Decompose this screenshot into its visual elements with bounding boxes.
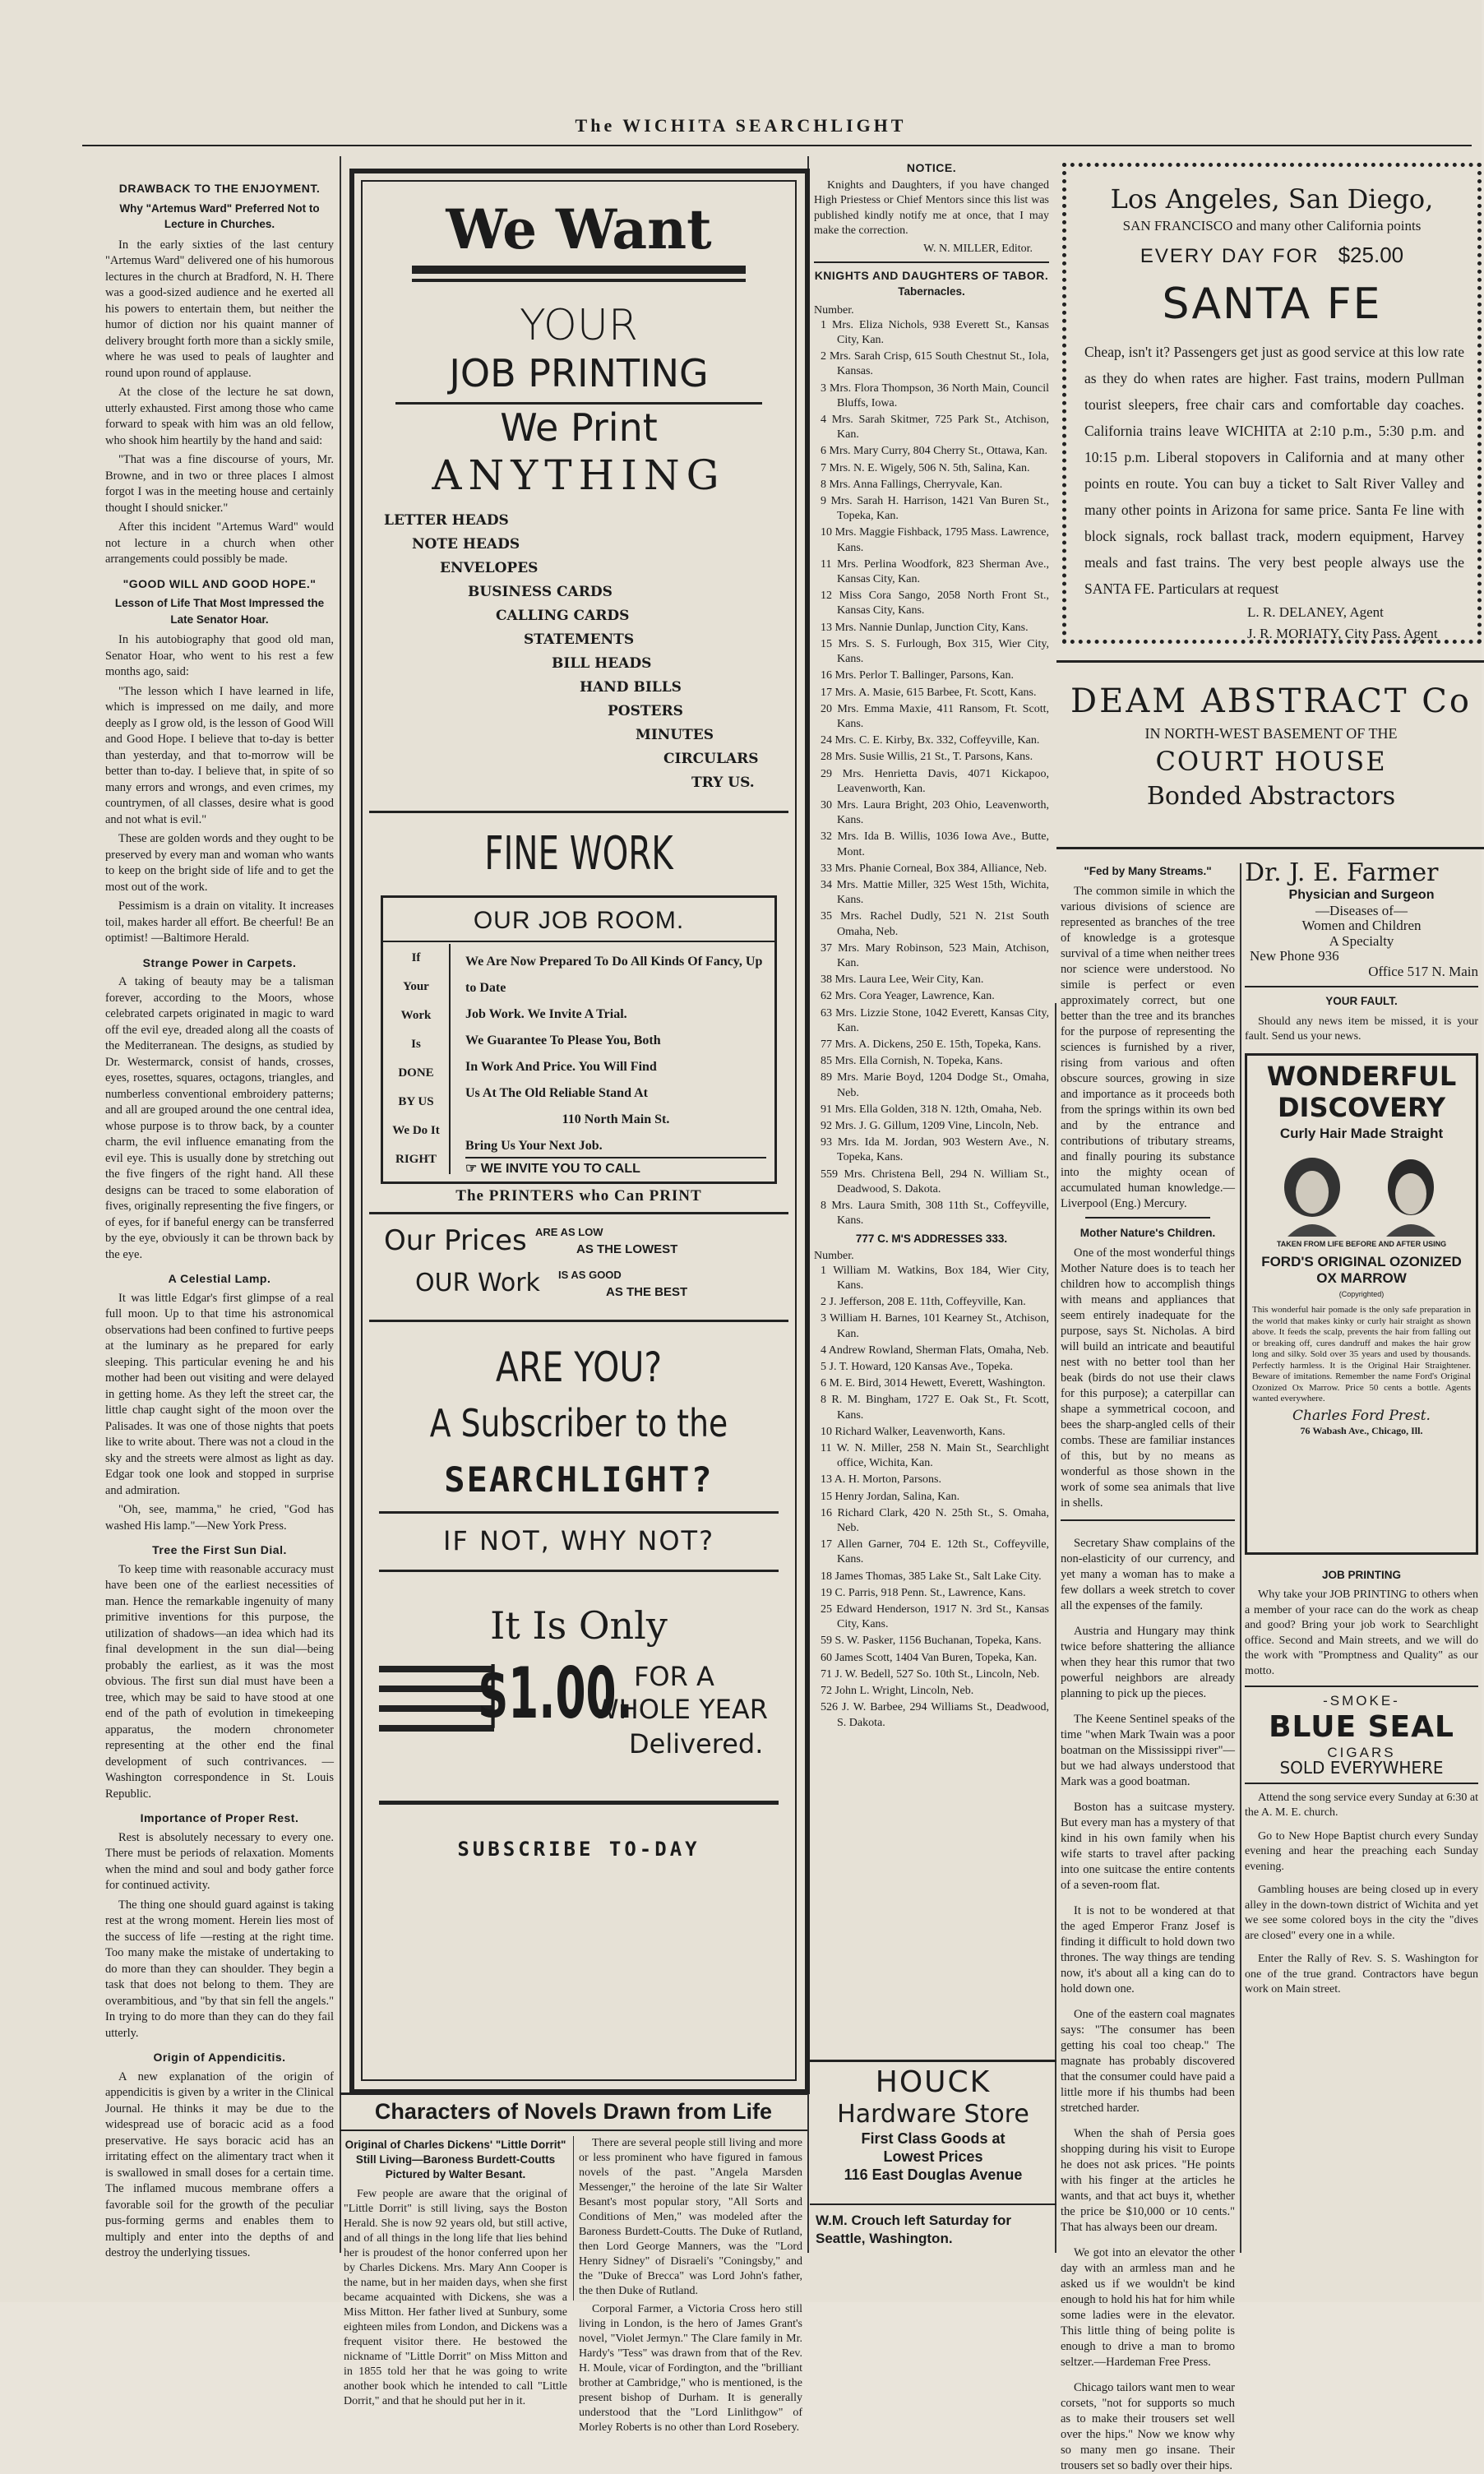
divider (379, 1511, 779, 1514)
cm-entry: 1 William M. Watkins, Box 184, Wier City, Kans. (821, 1264, 1049, 1292)
price-bar (379, 1705, 494, 1712)
ad-inner-border (361, 180, 797, 2081)
divider (1056, 660, 1484, 663)
tabernacle-entry: 1 Mrs. Eliza Nichols, 938 Everett St., Kansas City, Kan. (821, 318, 1049, 347)
work-tail-2: AS THE BEST (606, 1285, 688, 1299)
cm-entry: 19 C. Parris, 918 Penn. St., Lawrence, Kans. (821, 1586, 1026, 1599)
job-room-line: Bring Us Your Next Job. (465, 1139, 603, 1153)
cm-entry: 4 Andrew Rowland, Sherman Flats, Omaha, Neb. (821, 1343, 1049, 1357)
price-bar (379, 1725, 494, 1732)
tabernacle-entry: 6 Mrs. Mary Curry, 804 Cherry St., Ottawa, Kan. (821, 445, 1047, 458)
cm-list (814, 1264, 1049, 1731)
characters-headline: Characters of Novels Drawn from Life (374, 2099, 773, 2124)
cm-entry: 18 James Thomas, 385 Lake St., Salt Lake City. (821, 1570, 1042, 1583)
tabernacle-entry: 4 Mrs. Sarah Skitmer, 725 Park St., Atchison, Kan. (821, 414, 1049, 442)
cm-entry: 72 John L. Wright, Lincoln, Neb. (821, 1685, 974, 1698)
if-not-heading: IF NOT, WHY NOT? (442, 1525, 715, 1556)
tabernacle-entry: 10 Mrs. Maggie Fishback, 1795 Mass. Lawrence, Kans. (821, 526, 1049, 554)
number-label: Number. (814, 303, 854, 317)
tabernacle-entry: 77 Mrs. A. Dickens, 250 E. 15th, Topeka, Kans. (821, 1038, 1042, 1051)
fords-heading: FORD'S ORIGINAL OZONIZED OX MARROW (1261, 1253, 1462, 1286)
cm-entry: 10 Richard Walker, Leavenworth, Kans. (821, 1425, 1006, 1438)
mother-heading: Mother Nature's Children. (1079, 1227, 1216, 1239)
notice-heading: NOTICE. (906, 161, 957, 174)
tabernacle-entry: 91 Mrs. Ella Golden, 318 N. 12th, Omaha, Neb. (821, 1103, 1042, 1116)
print-item: NOTE HEADS (412, 536, 520, 553)
heading-bar (412, 266, 746, 274)
article-paragraph: "The lesson which I have learned in life, which is impressed on me daily, and more deeply as I grow old, is the lesson of Good Will and Good Hope. I believe that to-day is better than yesterday, and that to-morrow will be better than to-day. I believe that, in spite of so many errors and wrongs, and even crimes, my countrymen, of all classes, desire what is good and not what is evil." (105, 684, 334, 826)
editorial-items (1061, 1536, 1235, 2474)
article-headline: Strange Power in Carpets. (142, 955, 297, 969)
editorial-item: The Keene Sentinel speaks of the time "when Mark Twain was a poor boatman on the Mississippi river"—but we had always understood that Mark was a good boatman. (1061, 1713, 1235, 1788)
local-item: Gambling houses are being closed up in every alley in the down-town district of Wichita and yet we see some colored boys in the city the "dives are closed" every one in a while. (1245, 1884, 1478, 1942)
divider (383, 941, 774, 942)
editorial-item: Boston has a suitcase mystery. But every man has a mystery of that kind in his own family when his wife starts to travel after packing into one suitcase the entire contents of a seven-room flat. (1061, 1801, 1235, 1892)
job-printing-heading: JOB PRINTING (449, 351, 709, 395)
notice-signature: W. N. MILLER, Editor. (923, 243, 1033, 256)
houck-sub: Hardware Store (837, 2100, 1029, 2129)
column-rule (573, 2136, 574, 2301)
tabernacle-entry: 89 Mrs. Marie Boyd, 1204 Dodge St., Omaha, Neb. (821, 1071, 1049, 1099)
column-1 (105, 173, 334, 2259)
side-word: BY US (398, 1095, 434, 1108)
deam-bonded: Bonded Abstractors (1146, 782, 1396, 811)
tabernacle-entry: 29 Mrs. Henrietta Davis, 4071 Kickapoo, Leavenworth, Kan. (821, 767, 1049, 795)
divider (1245, 1686, 1478, 1687)
houck-name: HOUCK (875, 2065, 992, 2099)
discovery-heading: DISCOVERY (1277, 1091, 1446, 1123)
tabernacle-entry: 20 Mrs. Emma Maxie, 411 Ransom, Ft. Scott, Kans. (821, 702, 1049, 730)
print-item: STATEMENTS (524, 631, 635, 648)
characters-paragraph: Few people are aware that the original of "Little Dorrit" is still living, says the Boston Herald. She is now 92 years old, but still active, and of all things in the long life that lies behind her is proudest of the honor conferred upon her by Charles Dickens. Mrs. Mary Ann Cooper is the name, but in her maiden days, when she first became acquainted with Dickens, she was a Miss Mitton. Her father lived at Sunbury, some eighteen miles from London, and Dickens was a frequent visitor there. He bestowed the nickname of "Little Dorrit" on Miss Mitton and in 1855 told her that he was going to write another book which he intended to call "Little Dorrit," and that he should put her in it. (344, 2188, 567, 2407)
characters-paragraph: Corporal Farmer, a Victoria Cross hero still living in London, is the hero of James Grant's novel, "Violet Jermyn." The Clare family in Mr. Hardy's "Tess" was drawn from that of the Rev. H. Moule, vicar of Fordington, and the "brilliant brother at Cambridge," who is mentioned, is the present bishop of Durham. It is generally understood that the "Lord Linlithgow" of Morley Roberts is no other than Lord Rosebery. (579, 2303, 802, 2434)
job-room-line: Job Work. We Invite A Trial. (465, 1007, 627, 1021)
cm-entry: 25 Edward Henderson, 1917 N. 3rd St., Kansas City, Kans. (821, 1603, 1049, 1631)
article-paragraph: At the close of the lecture he sat down, utterly exhausted. First among those who came forward to speak with him was an old fellow, who shook him heartily by the hand and said: (105, 386, 334, 447)
price-amount: $1.00. (478, 1653, 633, 1735)
santa-fe-la: Los Angeles, San Diego, (1110, 183, 1434, 215)
editorial-item: It is not to be wondered at that the aged Emperor Franz Josef is finding it difficult to hold down two thrones. The way things are tending now, it's about all a king can do to hold down one. (1061, 1904, 1235, 1995)
divider (369, 1212, 788, 1214)
tabernacle-entry: 93 Mrs. Ida M. Jordan, 903 Western Ave., N. Topeka, Kans. (821, 1136, 1049, 1164)
local-item: Enter the Rally of Rev. S. S. Washington for one of the true grand. Contractors have begun work on Main street. (1245, 1953, 1478, 1995)
our-prices: Our Prices (384, 1224, 527, 1257)
divider (1056, 847, 1484, 849)
prices-tail-1: ARE AS LOW (535, 1226, 603, 1238)
article-paragraph: Rest is absolutely necessary to every one. There must be periods of relaxation. Moments when the mind and soul and body gather force for continued activity. (105, 1830, 334, 1892)
column-3 (814, 160, 1049, 2019)
editorial-item: Chicago tailors want men to wear corsets, "not for supports so much as to make their trousers set well over the hips." Now we know why so many men go insane. Their trousers set so badly over their hips. (1061, 2381, 1235, 2472)
divider (379, 1801, 779, 1805)
cm-entry: 2 J. Jefferson, 208 E. 11th, Coffeyville, Kan. (821, 1296, 1026, 1309)
dr-line: A Specialty (1329, 932, 1394, 949)
characters-paragraph: There are several people still living and more or less prominent who have figured in famous novels of the past. "Angela Marsden Messenger," the heroine of the late Sir Walter Besant's most popular story, "All Sorts and Conditions of Men," was modeled after the Baroness Burdett-Coutts. The Duke of Rutland, then Lord George Manners, was the "Lord Henry Sidney" of Disraeli's "Coningsby," and the "Duke of Brecca" was Lord John's father, the then Duke of Rutland. (579, 2137, 802, 2297)
tabernacle-entry: 38 Mrs. Laura Lee, Weir City, Kan. (821, 973, 984, 987)
tabernacle-entry: 63 Mrs. Lizzie Stone, 1042 Everett, Kansas City, Kan. (821, 1006, 1049, 1034)
job-room-line: 110 North Main St. (562, 1112, 670, 1126)
article-paragraph: It was little Edgar's first glimpse of a real full moon. Up to that time his astronomical observations had been confined to furtive peeps at the luminary as he prepared for early sleeping. This particular evening he and his mother had been out visiting and were delayed in getting home. As they left the street car, the little chap caught sight of the moon over the Palisades. It was one of those nights that poets like to write about. There was not a cloud in the sky and the streets were almost as light as day. Edgar took one look and stopped in surprise and admiration. (105, 1291, 334, 1497)
job-room-box (381, 895, 777, 1184)
deam-ad (1061, 682, 1482, 811)
article-paragraph: In his autobiography that good old man, Senator Hoar, who went to his rest a few months ago, said: (105, 633, 334, 678)
print-item: BILL HEADS (552, 655, 652, 672)
editorial-item: One of the eastern coal magnates says: "The consumer has been getting his coal too cheap." The magnate has probably discovered that the consumer could have paid a little more if his thumbs had been stretched harder. (1061, 2008, 1235, 2115)
print-item: POSTERS (608, 703, 683, 719)
tabernacle-entry: 85 Mrs. Ella Cornish, N. Topeka, Kans. (821, 1055, 1003, 1068)
divider (1245, 1783, 1478, 1784)
divider (1085, 1217, 1210, 1219)
article-paragraph: A taking of beauty may be a talisman forever, according to the Moors, whose celebrated carpets originated in magic to ward off the evil eye, dreaded along all the coasts of the Mediterranean. The designs, as studied by Dr. Westermarck, consist of hands, crosses, eyes, rosettes, squares, octagons, triangles, and numberless conventional embroidery patterns; and all are grouped around the one central idea, whose purpose is to throw back, by a counter charm, the evil influence emanating from the evil eye. This is usually done by stretching out the five fingers of the right hand. All these designs can be traced to some elaboration of fives, originally representing the five fingers, or of eyes, for if baneful energy can be transferred by the eye, obviously it can be thrown back by the eye. (105, 975, 334, 1261)
jp-heading: JOB PRINTING (1321, 1568, 1401, 1581)
dr-line: Women and Children (1301, 918, 1422, 933)
article-headline: Origin of Appendicitis. (153, 2051, 286, 2064)
deam-name: DEAM ABSTRACT Co (1070, 682, 1472, 720)
santa-fe-agent: L. R. DELANEY, Agent (1247, 604, 1384, 620)
for-a: FOR A (634, 1661, 714, 1692)
santa-fe-every-day (1066, 243, 1477, 268)
local-item: Attend the song service every Sunday at 6:30 at the A. M. E. church. (1245, 1791, 1478, 1819)
job-room-line: We Guarantee To Please You, Both (465, 1034, 661, 1047)
divider (1245, 986, 1478, 987)
delivered: Delivered. (629, 1728, 764, 1760)
number-label: Number. (814, 1249, 854, 1262)
cm-entry: 8 R. M. Bingham, 1727 E. Oak St., Ft. Scott, Kans. (821, 1394, 1049, 1422)
side-word: We Do It (392, 1124, 440, 1137)
print-items-list (363, 508, 795, 796)
characters-right (579, 2136, 802, 2434)
print-item: TRY US. (691, 775, 755, 791)
houck-ad (810, 2065, 1056, 2184)
tabernacle-entry: 9 Mrs. Sarah H. Harrison, 1421 Van Buren St., Topeka, Kan. (821, 495, 1049, 523)
santa-fe-title: SANTA FE (1162, 280, 1382, 329)
cm-entry: 15 Henry Jordan, Salina, Kan. (821, 1490, 960, 1503)
job-printing-ad (349, 169, 810, 2094)
santa-fe-body: Cheap, isn't it? Passengers get just as good service at this low rate as they do when rates are higher. Fast trains, modern Pullman tourist sleepers, free chair cars and comfortable day coaches. California trains leave WICHITA at 2:10 p.m., 5:30 p.m. and 10:15 p.m. Liberal stopovers in California and at many other points en route. You can buy a ticket to Salt River Valley and many other points in Arizona for same price. Santa Fe line with block signals, rock ballast track, modern equipment, Harvey meals and fast trains. The very best people always use the SANTA FE. Particulars at request (1084, 344, 1464, 597)
article-paragraph: "That was a fine discourse of yours, Mr. Browne, and in two or three places I almost forgot I was in the meeting house and certainly thought I should snicker." (105, 453, 334, 515)
whole-year: WHOLE YEAR (593, 1694, 768, 1725)
cm-entry: 16 Richard Clark, 420 N. 25th St., S. Omaha, Neb. (821, 1506, 1049, 1535)
article-subhead: Why "Artemus Ward" Preferred Not to Lecture in Churches. (119, 201, 320, 230)
tabernacle-entry: 35 Mrs. Rachel Dudly, 521 N. 21st South Omaha, Neb. (821, 910, 1049, 938)
tabernacle-entry: 15 Mrs. S. S. Furlough, Box 315, Wier City, Kans. (821, 637, 1049, 666)
price-block (363, 1653, 795, 1781)
cm-heading: 777 C. M'S ADDRESSES 333. (855, 1232, 1008, 1246)
masthead-rule (82, 145, 1472, 146)
searchlight-heading: SEARCHLIGHT? (444, 1459, 714, 1500)
job-room-line: In Work And Price. You Will Find (465, 1060, 657, 1074)
subscriber-heading: A Subscriber to the (429, 1401, 728, 1445)
article-paragraph: In the early sixties of the last century "Artemus Ward" delivered one of his humorous lectures in the church at Bradford, N. H. There was a good-sized audience and he exerted all his powers to entertain them, but neither the humor of diction nor his quaint manner of delivery brought forth more than a sickly smile, where he was used to peals of laughter and round upon round of applause. (105, 238, 334, 380)
dr-line: —Diseases of— (1315, 902, 1408, 918)
cm-entry: 71 J. W. Bedell, 527 So. 10th St., Lincoln, Neb. (821, 1667, 1040, 1681)
article-paragraph: Pessimism is a drain on vitality. It increases toil, makes harder all effort. Be cheerful! Be an optimist! —Baltimore Herald. (105, 899, 334, 945)
tabernacle-entry: 16 Mrs. Perlor T. Ballinger, Parsons, Kan. (821, 669, 1014, 682)
article-paragraph: A new explanation of the origin of appendicitis is given by a writer in the Clinical Journal. He thinks it may be due to the widespread use of boracic acid as a food preservative. He says boracic acid has an irritating effect on the alimentary tract when it is swallowed in small doses for a certain time. The inflamed mucous membrane offers a favorable soil for the growth of the peculiar pus-forming germs and enables them to multiply and enter into the depths of and destroy the underlying tissues. (105, 2069, 334, 2259)
article-paragraph: These are golden words and they ought to be preserved by every man and woman who wants to keep on the bright side of life and to get the most out of the work. (105, 832, 334, 894)
it-is-only-heading: It Is Only (490, 1603, 668, 1648)
deam-line: IN NORTH-WEST BASEMENT OF THE (1144, 725, 1398, 742)
fords-address: 76 Wabash Ave., Chicago, Ill. (1300, 1425, 1423, 1436)
work-tail-1: IS AS GOOD (558, 1269, 622, 1281)
job-room-text (465, 949, 766, 1159)
our-work: OUR Work (415, 1269, 540, 1297)
article-paragraph: "Oh, see, mamma," he cried, "God has washed His lamp."—New York Press. (105, 1503, 334, 1533)
article-paragraph: The thing one should guard against is taking rest at the wrong moment. Herein lies most of the success of life —resting at the right time. Too many make the mistake of undertaking to do more than they can shoulder. They begin a task that does not belong to them. They are overambitious, and "by that sin fell the angels." In trying to do more than they can do they fail utterly. (105, 1898, 334, 2040)
tabernacle-entry: 8 Mrs. Anna Fallings, Cherryvale, Kan. (821, 478, 1003, 491)
invite-line: ☞ WE INVITE YOU TO CALL (465, 1157, 766, 1177)
tabernacle-entry: 37 Mrs. Mary Robinson, 523 Main, Atchison, Kan. (821, 941, 1049, 969)
tabernacle-entry: 32 Mrs. Ida B. Willis, 1036 Iowa Ave., Butte, Mont. (821, 830, 1049, 858)
cm-entry: 60 James Scott, 1404 Van Buren, Topeka, Kan. (821, 1651, 1038, 1664)
tabernacle-entry: 11 Mrs. Perlina Woodfork, 823 Sherman Ave., Kansas City, Kan. (821, 557, 1049, 586)
cm-entry: 6 M. E. Bird, 3014 Hewett, Everett, Washington. (821, 1377, 1046, 1390)
job-room-line: Us At The Old Reliable Stand At (465, 1086, 648, 1100)
job-room-line: We Are Now Prepared To Do All Kinds Of Fancy, Up to Date (465, 955, 763, 995)
column-4 (1061, 862, 1235, 2472)
column-rule (1240, 863, 1241, 2253)
divider (810, 2203, 1056, 2205)
side-word: Is (411, 1038, 421, 1051)
kdt-heading: KNIGHTS AND DAUGHTERS OF TABOR. (814, 269, 1049, 283)
cm-entry: 526 J. W. Barbee, 294 Williams St., Deadwood, S. Dakota. (821, 1701, 1049, 1729)
tabernacle-entry: 92 Mrs. J. G. Gillum, 1209 Vine, Lincoln, Neb. (821, 1119, 1039, 1132)
price-bar (379, 1666, 494, 1672)
curly-line: Curly Hair Made Straight (1279, 1125, 1444, 1141)
jp-text: Why take your JOB PRINTING to others when a member of your race can do the work as cheap and good? Bring your job work to Searchlight office. Second and Main streets, and we will do the work with "Promptness and Quality" as our motto. (1245, 1588, 1478, 1677)
anything-heading: ANYTHING (432, 451, 726, 499)
copyright-line: (Copyrighted) (1338, 1289, 1385, 1298)
side-words (383, 944, 451, 1174)
tabernacle-entry: 17 Mrs. A. Masie, 615 Barbee, Ft. Scott, Kans. (821, 686, 1037, 699)
prices-tail-2: AS THE LOWEST (576, 1242, 678, 1256)
article-headline: Importance of Proper Rest. (140, 1811, 299, 1824)
job-room-title: OUR JOB ROOM. (473, 907, 685, 934)
editorial-item: Austria and Hungary may think twice before shattering the alliance when they hear this rumor that two powerful neighbors are already planning to pick up the pieces. (1061, 1625, 1235, 1700)
heading-bar (412, 279, 746, 282)
before-after-portraits (1259, 1146, 1464, 1237)
article-headline: A Celestial Lamp. (168, 1272, 271, 1285)
taken-line: TAKEN FROM LIFE BEFORE AND AFTER USING (1276, 1240, 1447, 1248)
print-item: HAND BILLS (580, 679, 682, 696)
print-item: CIRCULARS (663, 751, 759, 767)
blue-seal-heading: BLUE SEAL (1269, 1709, 1454, 1744)
deam-courthouse: COURT HOUSE (1155, 746, 1387, 777)
divider (369, 811, 788, 813)
dr-line: Office 517 N. Main (1368, 963, 1478, 979)
cm-entry: 13 A. H. Morton, Parsons. (821, 1473, 942, 1487)
fault-heading: YOUR FAULT. (1325, 995, 1398, 1007)
prices-block (363, 1224, 795, 1315)
characters-rule (340, 2129, 807, 2131)
characters-subhead: Original of Charles Dickens' "Little Dorrit" Still Living—Baroness Burdett-Coutts Pictured by Walter Besant. (344, 2139, 566, 2180)
article-headline: Tree the First Sun Dial. (152, 1543, 287, 1556)
santa-fe-sf: SAN FRANCISCO and many other California points (1122, 218, 1422, 234)
crouch-note: W.M. Crouch left Saturday for Seattle, Washington. (816, 2213, 1012, 2246)
dr-line: Physician and Surgeon (1288, 888, 1435, 902)
price-bar (379, 1686, 494, 1692)
fault-text: Should any news item be missed, it is your fault. Send us your news. (1245, 1015, 1478, 1043)
santa-fe-agent: J. R. MORIATY, City Pass. Agent (1247, 626, 1438, 641)
column-5 (1245, 853, 1478, 2284)
side-word: DONE (398, 1066, 434, 1080)
article-headline: DRAWBACK TO THE ENJOYMENT. (118, 182, 321, 195)
fords-text: This wonderful hair pomade is the only safe preparation in the world that makes kinky or curly hair straight as shown above. It feeds the scalp, prevents the hair from falling out or breaking off, cures dandruff and makes the hair grow long and silky. Sold over 35 years and used by thousands. Perfectly harmless. It is the Original Hair Straightener. Beware of imitations. Remember the name Ford's Original Ozonized Ox Marrow. Price 50 cents a bottle. Agents wanted everywhere. (1252, 1305, 1471, 1403)
characters-top-rule (340, 2092, 807, 2095)
divider (814, 261, 1049, 263)
print-item: CALLING CARDS (496, 608, 630, 624)
santa-fe-ad (1062, 163, 1482, 644)
masthead: The WICHITA SEARCHLIGHT (575, 115, 907, 136)
tabernacle-entry: 8 Mrs. Laura Smith, 308 11th St., Coffeyville, Kans. (821, 1200, 1049, 1228)
divider (369, 1320, 788, 1322)
tabernacle-entry: 7 Mrs. N. E. Wigely, 506 N. 5th, Salina, Kan. (821, 461, 1030, 474)
print-item: LETTER HEADS (384, 512, 509, 529)
houck-line: Lowest Prices (883, 2148, 983, 2165)
dr-name: Dr. J. E. Farmer (1245, 858, 1439, 887)
tabernacle-entry: 2 Mrs. Sarah Crisp, 615 South Chestnut St., Iola, Kansas. (821, 350, 1049, 378)
tabernacle-entry: 559 Mrs. Christena Bell, 294 N. William St., Deadwood, S. Dakota. (821, 1168, 1049, 1195)
print-item: ENVELOPES (440, 560, 539, 576)
local-items (1245, 1791, 1478, 1998)
article-headline: "GOOD WILL AND GOOD HOPE." (123, 576, 317, 590)
side-word: RIGHT (395, 1153, 437, 1166)
article-paragraph: To keep time with reasonable accuracy must have been one of the earliest necessities of man. Hence the remarkable ingenuity of many primitive inventions for this purpose, the utilization of shadows—an idea which had its final development in the sun dial—being probably the earliest, as it was the most obvious. The first sun dial must have been a tree, which may be said to have stood at one end of the path of evolution in timekeeping apparatus, the modern chronometer representing at the other end the final development of such contrivances. — Washington correspondence in St. Louis Republic. (105, 1562, 334, 1801)
your-heading: YOUR (519, 301, 639, 350)
cm-entry: 5 J. T. Howard, 120 Kansas Ave., Topeka. (821, 1361, 1014, 1374)
mother-text: One of the most wonderful things Mother Nature does is to teach her children how to accomplish things with means and appliances that seem entirely inadequate for the purpose, says St. Nicholas. A bird will build an intricate and beautiful nest with no better tool than her beak (birds do not use their claws for this purpose); a caterpillar can shape a symmetrical cocoon, and bees the sharp-angled cells of their combs. These are familiar instances of this, but by no means as wonderful as those shown in the work of some sea animals that live in shells. (1061, 1246, 1235, 1510)
column-rule (340, 156, 341, 2253)
are-you-heading: ARE YOU? (495, 1343, 663, 1391)
print-item: BUSINESS CARDS (468, 584, 613, 600)
notice-text: Knights and Daughters, if you have changed High Priestess or Chief Mentors since this list was published kindly notify me at once, that I may make the correction. (814, 179, 1049, 237)
we-want-heading: We Want (446, 197, 712, 261)
fed-heading: "Fed by Many Streams." (1084, 865, 1212, 877)
editorial-item: We got into an elevator the other day with an armless man and he asked us if we wouldn't be kind enough to hold his hat for him while some ladies were in the elevator. This little thing of being polite is enough to drive a man to bromo seltzer.—Hardeman Free Press. (1061, 2246, 1235, 2369)
cigars-line: CIGARS (1327, 1744, 1396, 1760)
wonderful-heading: WONDERFUL (1266, 1060, 1457, 1092)
cm-entry: 3 William H. Barnes, 101 Kearney St., Atchison, Kan. (821, 1312, 1049, 1340)
local-item: Go to New Hope Baptist church every Sunday evening and hear the preaching each Sunday evening. (1245, 1829, 1478, 1873)
divider (379, 1570, 779, 1572)
smoke-line: -SMOKE- (1323, 1693, 1400, 1709)
side-word: If (411, 951, 421, 964)
dr-line: New Phone 936 (1250, 948, 1339, 964)
tabernacle-entry: 33 Mrs. Phanie Corneal, Box 384, Alliance, Neb. (821, 862, 1047, 875)
divider (1061, 1519, 1235, 1521)
we-print-heading: We Print (500, 405, 658, 450)
houck-rule (810, 2060, 1056, 2062)
every-day-label: EVERY DAY FOR (1140, 245, 1320, 267)
editorial-item: Secretary Shaw complains of the non-elasticity of our currency, and yet many a woman has to make a few dollars a week stretch to cover all the expenses of the family. (1061, 1537, 1235, 1612)
subscribe-today[interactable]: SUBSCRIBE TO-DAY (457, 1838, 700, 1861)
houck-line: First Class Goods at (861, 2130, 1006, 2147)
tabernacle-entry: 13 Mrs. Nannie Dunlap, Junction City, Kans. (821, 621, 1029, 634)
tabernacle-entry: 30 Mrs. Laura Bright, 203 Ohio, Leavenworth, Kans. (821, 798, 1049, 827)
side-word: Your (403, 980, 429, 993)
houck-line: 116 East Douglas Avenue (844, 2166, 1023, 2183)
tabernacle-entry: 3 Mrs. Flora Thompson, 36 North Main, Council Bluffs, Iowa. (821, 382, 1049, 409)
fed-text: The common simile in which the various divisions of science are represented as branches of the tree of knowledge is a grotesque survival of a time when neither trees nor science were understood. No simile is perfect or even approximately correct, but one better than the tree and its branches for the purpose of representing the sciences is furnished by a river, rising from various and often obscure sources, growing in size and importance as it proceeds both from the springs within its own bed and by the entrance and contributions of tributary streams, and finally pouring its substance into the mighty ocean of accumulated human knowledge.—Liverpool (Eng.) Mercury. (1061, 885, 1235, 1210)
characters-left (344, 2136, 567, 2407)
print-item: MINUTES (636, 727, 714, 743)
ox-marrow-ad (1245, 1053, 1478, 1555)
price-label: $25.00 (1338, 243, 1404, 267)
cm-entry: 11 W. N. Miller, 258 N. Main St., Searchlight office, Wichita, Kan. (821, 1442, 1049, 1470)
tabernacle-entry: 24 Mrs. C. E. Kirby, Bx. 332, Coffeyville, Kan. (821, 734, 1040, 747)
sold-line: SOLD EVERYWHERE (1279, 1758, 1444, 1778)
tabernacle-entry: 28 Mrs. Susie Willis, 21 St., T. Parsons, Kans. (821, 751, 1033, 764)
side-word: Work (400, 1009, 432, 1022)
editorial-item: When the shah of Persia goes shopping during his visit to Europe he does not ask prices. "He points with his finger at the articles he wants, and that act buys it, whether the price be $10,000 or 10 cents." That has always been our dream. (1061, 2127, 1235, 2234)
tabernacle-entry: 34 Mrs. Mattie Miller, 325 West 15th, Wichita, Kans. (821, 878, 1049, 907)
tabernacle-entry: 12 Miss Cora Sango, 2058 North Front St., Kansas City, Kans. (821, 590, 1049, 617)
printers-line: The PRINTERS who Can PRINT (455, 1187, 702, 1205)
tabernacle-list (814, 318, 1049, 1229)
fine-work-heading: FINE WORK (484, 827, 673, 881)
tabernacles-heading: Tabernacles. (898, 285, 965, 298)
fords-signature: Charles Ford Prest. (1292, 1407, 1431, 1424)
article-paragraph: After this incident "Artemus Ward" would not lecture in a church when other arrangements could possibly be made. (105, 520, 334, 566)
cm-entry: 17 Allen Garner, 704 E. 12th St., Coffeyville, Kans. (821, 1538, 1049, 1566)
cm-entry: 59 S. W. Pasker, 1156 Buchanan, Topeka, Kans. (821, 1635, 1042, 1648)
blue-seal-ad (1245, 1694, 1478, 1776)
tabernacle-entry: 62 Mrs. Cora Yeager, Lawrence, Kan. (821, 990, 995, 1003)
article-subhead: Lesson of Life That Most Impressed the Late Senator Hoar. (114, 597, 325, 626)
